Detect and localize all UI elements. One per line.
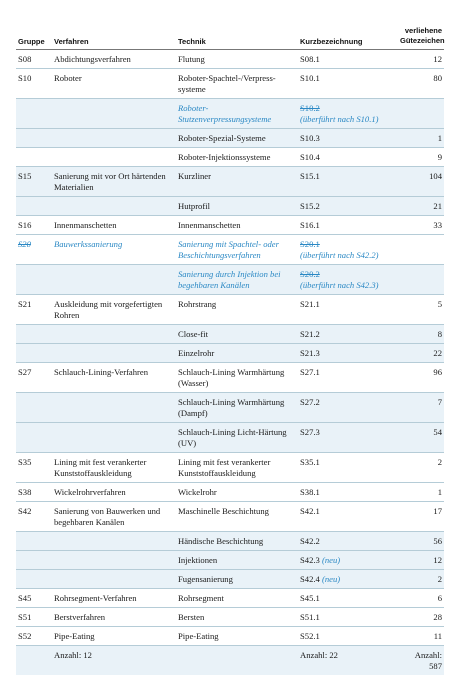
cell-gruppe-text: S20	[18, 239, 31, 249]
cell-gruppe-text: S16	[18, 220, 31, 230]
cell-verfahren	[52, 608, 176, 627]
cell-anzahl-text: 1	[438, 133, 442, 143]
cell-technik	[176, 423, 298, 453]
header-row	[16, 26, 444, 50]
cell-gruppe	[16, 216, 52, 235]
cell-kurz	[298, 608, 398, 627]
cell-kurz-text: S27.1	[300, 367, 320, 377]
cell-anzahl	[398, 197, 444, 216]
header-technik: Technik	[176, 26, 298, 50]
table-row	[16, 69, 444, 99]
cell-technik-text: Kurzliner	[178, 171, 211, 181]
cell-gruppe-text: S35	[18, 457, 31, 467]
cell-verfahren	[52, 483, 176, 502]
cell-gruppe	[16, 608, 52, 627]
cell-verfahren-text: Innenmanschetten	[54, 220, 117, 230]
table-row	[16, 608, 444, 627]
cell-gruppe	[16, 197, 52, 216]
cell-technik	[176, 589, 298, 608]
cell-anzahl	[398, 344, 444, 363]
cell-kurz	[298, 502, 398, 532]
table-row	[16, 148, 444, 167]
cell-kurz-text: S42.4	[300, 574, 320, 584]
cell-technik	[176, 570, 298, 589]
cell-gruppe	[16, 325, 52, 344]
cell-kurz	[298, 453, 398, 483]
cell-anzahl-text: 54	[433, 427, 442, 437]
cell-technik-text: Roboter-Injektionssysteme	[178, 152, 270, 162]
cell-technik	[176, 608, 298, 627]
cell-kurz-text: S10.2	[300, 103, 320, 113]
cell-anzahl	[398, 589, 444, 608]
cell-verfahren	[52, 502, 176, 532]
total-kurz: Anzahl: 22	[298, 646, 398, 675]
cell-kurz-text: S21.1	[300, 299, 320, 309]
cell-anzahl-text: 28	[433, 612, 442, 622]
cell-gruppe-text: S27	[18, 367, 31, 377]
cell-kurz-text: S35.1	[300, 457, 320, 467]
cell-gruppe	[16, 423, 52, 453]
table-row	[16, 295, 444, 325]
cell-verfahren	[52, 551, 176, 570]
guetezeichen-table-container	[16, 26, 444, 675]
cell-gruppe	[16, 483, 52, 502]
cell-verfahren-text: Lining mit fest verankerter Kunststoffauskleidung	[54, 457, 146, 478]
cell-verfahren	[52, 532, 176, 551]
cell-anzahl	[398, 325, 444, 344]
cell-anzahl	[398, 502, 444, 532]
cell-verfahren	[52, 393, 176, 423]
cell-technik-text: Sanierung mit Spachtel- oder Beschichtungsverfahren	[178, 239, 279, 260]
table-row	[16, 197, 444, 216]
cell-gruppe	[16, 50, 52, 69]
cell-technik-text: Injektionen	[178, 555, 217, 565]
cell-anzahl	[398, 235, 444, 265]
cell-kurz-text: S08.1	[300, 54, 320, 64]
cell-kurz-text: S27.2	[300, 397, 320, 407]
guetezeichen-table	[16, 26, 444, 675]
cell-anzahl-text: 12	[433, 555, 442, 565]
cell-kurz-text: S15.2	[300, 201, 320, 211]
cell-technik-text: Close-fit	[178, 329, 208, 339]
cell-gruppe-text: S15	[18, 171, 31, 181]
cell-technik-text: Schlauch-Lining Warmhärtung (Wasser)	[178, 367, 284, 388]
cell-technik-text: Innenmanschetten	[178, 220, 241, 230]
cell-technik	[176, 532, 298, 551]
cell-anzahl-text: 8	[438, 329, 442, 339]
table-row	[16, 423, 444, 453]
header-verfahren: Verfahren	[52, 26, 176, 50]
cell-technik	[176, 483, 298, 502]
cell-technik	[176, 129, 298, 148]
cell-technik-text: Schlauch-Lining Warmhärtung (Dampf)	[178, 397, 284, 418]
cell-kurz	[298, 551, 398, 570]
cell-anzahl	[398, 265, 444, 295]
cell-anzahl	[398, 608, 444, 627]
cell-kurz	[298, 483, 398, 502]
cell-anzahl-text: 9	[438, 152, 442, 162]
cell-gruppe	[16, 167, 52, 197]
cell-kurz-text: S16.1	[300, 220, 320, 230]
cell-verfahren	[52, 69, 176, 99]
cell-kurz-text: S42.1	[300, 506, 320, 516]
cell-verfahren-text: Auskleidung mit vorgefertigten Rohren	[54, 299, 162, 320]
cell-technik-text: Schlauch-Lining Licht-Härtung (UV)	[178, 427, 287, 448]
cell-gruppe	[16, 453, 52, 483]
cell-gruppe	[16, 589, 52, 608]
table-row	[16, 50, 444, 69]
table-body	[16, 50, 444, 675]
cell-technik-text: Wickelrohr	[178, 487, 217, 497]
cell-technik	[176, 69, 298, 99]
header-guetezeichen	[398, 26, 444, 50]
cell-technik-text: Roboter-Spachtel-/Verpress-systeme	[178, 73, 276, 94]
cell-verfahren	[52, 216, 176, 235]
cell-verfahren	[52, 453, 176, 483]
cell-gruppe	[16, 393, 52, 423]
cell-technik-text: Fugensanierung	[178, 574, 233, 584]
cell-technik-text: Einzelrohr	[178, 348, 214, 358]
cell-technik-text: Roboter-Spezial-Systeme	[178, 133, 266, 143]
cell-verfahren	[52, 148, 176, 167]
cell-anzahl	[398, 148, 444, 167]
cell-gruppe	[16, 570, 52, 589]
cell-verfahren	[52, 265, 176, 295]
cell-anzahl	[398, 423, 444, 453]
cell-kurz	[298, 423, 398, 453]
cell-verfahren	[52, 627, 176, 646]
cell-verfahren-text: Berstverfahren	[54, 612, 105, 622]
cell-verfahren	[52, 344, 176, 363]
cell-verfahren-text: Bauwerkssanierung	[54, 239, 122, 249]
cell-kurz	[298, 197, 398, 216]
kurz-note: (überführt nach S42.3)	[300, 280, 379, 290]
cell-gruppe	[16, 363, 52, 393]
table-row	[16, 216, 444, 235]
cell-kurz-text: S27.3	[300, 427, 320, 437]
cell-anzahl-text: 2	[438, 457, 442, 467]
cell-technik-text: Hutprofil	[178, 201, 210, 211]
cell-kurz	[298, 99, 398, 129]
total-empty	[16, 646, 52, 675]
cell-technik-text: Maschinelle Beschichtung	[178, 506, 269, 516]
cell-anzahl-text: 6	[438, 593, 442, 603]
cell-verfahren	[52, 589, 176, 608]
cell-gruppe-text: S51	[18, 612, 31, 622]
cell-verfahren-text: Sanierung von Bauwerken und begehbaren Kanälen	[54, 506, 160, 527]
cell-kurz	[298, 325, 398, 344]
cell-technik-text: Rohrstrang	[178, 299, 216, 309]
cell-anzahl-text: 1	[438, 487, 442, 497]
cell-verfahren-text: Pipe-Eating	[54, 631, 95, 641]
cell-kurz-text: S20.2	[300, 269, 320, 279]
cell-verfahren	[52, 197, 176, 216]
table-row	[16, 502, 444, 532]
cell-anzahl-text: 7	[438, 397, 442, 407]
cell-verfahren	[52, 235, 176, 265]
cell-technik	[176, 363, 298, 393]
cell-verfahren	[52, 50, 176, 69]
cell-kurz-text: S38.1	[300, 487, 320, 497]
cell-anzahl-text: 104	[429, 171, 442, 181]
kurz-note: (neu)	[322, 555, 340, 565]
cell-kurz-text: S42.2	[300, 536, 320, 546]
cell-verfahren-text: Wickelrohrverfahren	[54, 487, 126, 497]
cell-gruppe-text: S45	[18, 593, 31, 603]
cell-kurz-text: S15.1	[300, 171, 320, 181]
table-row	[16, 570, 444, 589]
cell-kurz	[298, 235, 398, 265]
cell-kurz	[298, 69, 398, 99]
cell-gruppe-text: S38	[18, 487, 31, 497]
totals-row	[16, 646, 444, 675]
table-row	[16, 393, 444, 423]
cell-gruppe-text: S42	[18, 506, 31, 516]
cell-anzahl	[398, 216, 444, 235]
cell-gruppe	[16, 532, 52, 551]
cell-kurz	[298, 216, 398, 235]
kurz-note: (überführt nach S10.1)	[300, 114, 379, 124]
cell-kurz	[298, 589, 398, 608]
cell-technik	[176, 393, 298, 423]
cell-gruppe-text: S10	[18, 73, 31, 83]
cell-technik	[176, 627, 298, 646]
cell-kurz	[298, 167, 398, 197]
total-verfahren: Anzahl: 12	[52, 646, 176, 675]
cell-anzahl	[398, 393, 444, 423]
table-row	[16, 627, 444, 646]
cell-gruppe-text: S08	[18, 54, 31, 64]
cell-anzahl-text: 11	[434, 631, 442, 641]
cell-anzahl-text: 80	[433, 73, 442, 83]
cell-technik	[176, 197, 298, 216]
header-guetezeichen-line2: Gütezeichen	[400, 36, 445, 45]
cell-anzahl	[398, 167, 444, 197]
cell-gruppe	[16, 551, 52, 570]
cell-kurz	[298, 265, 398, 295]
kurz-note: (neu)	[322, 574, 340, 584]
cell-anzahl-text: 21	[433, 201, 442, 211]
cell-kurz	[298, 570, 398, 589]
cell-technik	[176, 502, 298, 532]
cell-kurz-text: S52.1	[300, 631, 320, 641]
cell-verfahren	[52, 99, 176, 129]
cell-anzahl-text: 96	[433, 367, 442, 377]
cell-kurz-text: S10.1	[300, 73, 320, 83]
cell-gruppe-text: S21	[18, 299, 31, 309]
cell-verfahren-text: Abdichtungsverfahren	[54, 54, 131, 64]
cell-verfahren-text: Sanierung mit vor Ort härtenden Materialien	[54, 171, 166, 192]
cell-verfahren	[52, 129, 176, 148]
header-gruppe: Gruppe	[16, 26, 52, 50]
cell-gruppe	[16, 69, 52, 99]
table-row	[16, 363, 444, 393]
cell-verfahren-text: Roboter	[54, 73, 82, 83]
cell-kurz	[298, 148, 398, 167]
cell-technik	[176, 453, 298, 483]
cell-gruppe	[16, 502, 52, 532]
cell-anzahl	[398, 570, 444, 589]
cell-verfahren	[52, 423, 176, 453]
table-row	[16, 99, 444, 129]
cell-anzahl	[398, 532, 444, 551]
total-anzahl: Anzahl: 587	[398, 646, 444, 675]
header-kurzbezeichnung: Kurzbezeichnung	[298, 26, 398, 50]
cell-verfahren-text: Rohrsegment-Verfahren	[54, 593, 137, 603]
cell-anzahl	[398, 483, 444, 502]
cell-gruppe	[16, 295, 52, 325]
cell-kurz-text: S10.4	[300, 152, 320, 162]
cell-verfahren	[52, 295, 176, 325]
table-row	[16, 265, 444, 295]
table-row	[16, 167, 444, 197]
cell-gruppe	[16, 235, 52, 265]
cell-anzahl	[398, 99, 444, 129]
cell-technik	[176, 99, 298, 129]
cell-technik-text: Flutung	[178, 54, 205, 64]
cell-verfahren	[52, 570, 176, 589]
cell-technik	[176, 148, 298, 167]
cell-technik-text: Sanierung durch Injektion bei begehbaren Kanälen	[178, 269, 281, 290]
cell-gruppe-text: S52	[18, 631, 31, 641]
cell-technik	[176, 295, 298, 325]
cell-kurz-text: S45.1	[300, 593, 320, 603]
cell-kurz-text: S21.2	[300, 329, 320, 339]
cell-kurz	[298, 129, 398, 148]
table-row	[16, 129, 444, 148]
cell-anzahl-text: 22	[433, 348, 442, 358]
kurz-note: (überführt nach S42.2)	[300, 250, 379, 260]
cell-anzahl-text: 56	[433, 536, 442, 546]
cell-anzahl	[398, 129, 444, 148]
cell-anzahl-text: 17	[433, 506, 442, 516]
cell-anzahl	[398, 69, 444, 99]
cell-technik-text: Rohrsegment	[178, 593, 224, 603]
cell-kurz-text: S20.1	[300, 239, 320, 249]
cell-anzahl-text: 33	[433, 220, 442, 230]
cell-anzahl-text: 2	[438, 574, 442, 584]
cell-technik-text: Lining mit fest verankerter Kunststoffauskleidung	[178, 457, 270, 478]
cell-gruppe	[16, 99, 52, 129]
cell-verfahren	[52, 363, 176, 393]
header-guetezeichen-line1: verliehene	[405, 26, 442, 35]
cell-anzahl	[398, 453, 444, 483]
cell-kurz	[298, 532, 398, 551]
cell-anzahl	[398, 363, 444, 393]
cell-technik-text: Roboter-Stutzenverpressungsysteme	[178, 103, 271, 124]
cell-technik	[176, 50, 298, 69]
cell-kurz	[298, 627, 398, 646]
cell-technik	[176, 167, 298, 197]
cell-anzahl	[398, 295, 444, 325]
cell-gruppe	[16, 129, 52, 148]
cell-kurz	[298, 344, 398, 363]
table-row	[16, 589, 444, 608]
cell-technik	[176, 344, 298, 363]
cell-verfahren-text: Schlauch-Lining-Verfahren	[54, 367, 148, 377]
cell-gruppe	[16, 148, 52, 167]
table-row	[16, 344, 444, 363]
cell-kurz-text: S10.3	[300, 133, 320, 143]
cell-technik	[176, 325, 298, 344]
cell-verfahren	[52, 167, 176, 197]
cell-technik-text: Bersten	[178, 612, 204, 622]
cell-technik-text: Händische Beschichtung	[178, 536, 263, 546]
cell-kurz	[298, 393, 398, 423]
cell-gruppe	[16, 265, 52, 295]
table-row	[16, 325, 444, 344]
table-row	[16, 551, 444, 570]
cell-anzahl-text: 12	[433, 54, 442, 64]
cell-gruppe	[16, 627, 52, 646]
cell-technik	[176, 235, 298, 265]
cell-gruppe	[16, 344, 52, 363]
table-row	[16, 453, 444, 483]
table-row	[16, 483, 444, 502]
table-row	[16, 235, 444, 265]
cell-kurz	[298, 363, 398, 393]
cell-technik	[176, 265, 298, 295]
cell-verfahren	[52, 325, 176, 344]
cell-technik	[176, 551, 298, 570]
cell-kurz	[298, 295, 398, 325]
table-row	[16, 532, 444, 551]
cell-anzahl	[398, 551, 444, 570]
cell-anzahl	[398, 627, 444, 646]
cell-anzahl	[398, 50, 444, 69]
cell-anzahl-text: 5	[438, 299, 442, 309]
cell-kurz-text: S42.3	[300, 555, 320, 565]
total-empty	[176, 646, 298, 675]
cell-kurz	[298, 50, 398, 69]
cell-kurz-text: S51.1	[300, 612, 320, 622]
cell-technik	[176, 216, 298, 235]
cell-kurz-text: S21.3	[300, 348, 320, 358]
cell-technik-text: Pipe-Eating	[178, 631, 219, 641]
